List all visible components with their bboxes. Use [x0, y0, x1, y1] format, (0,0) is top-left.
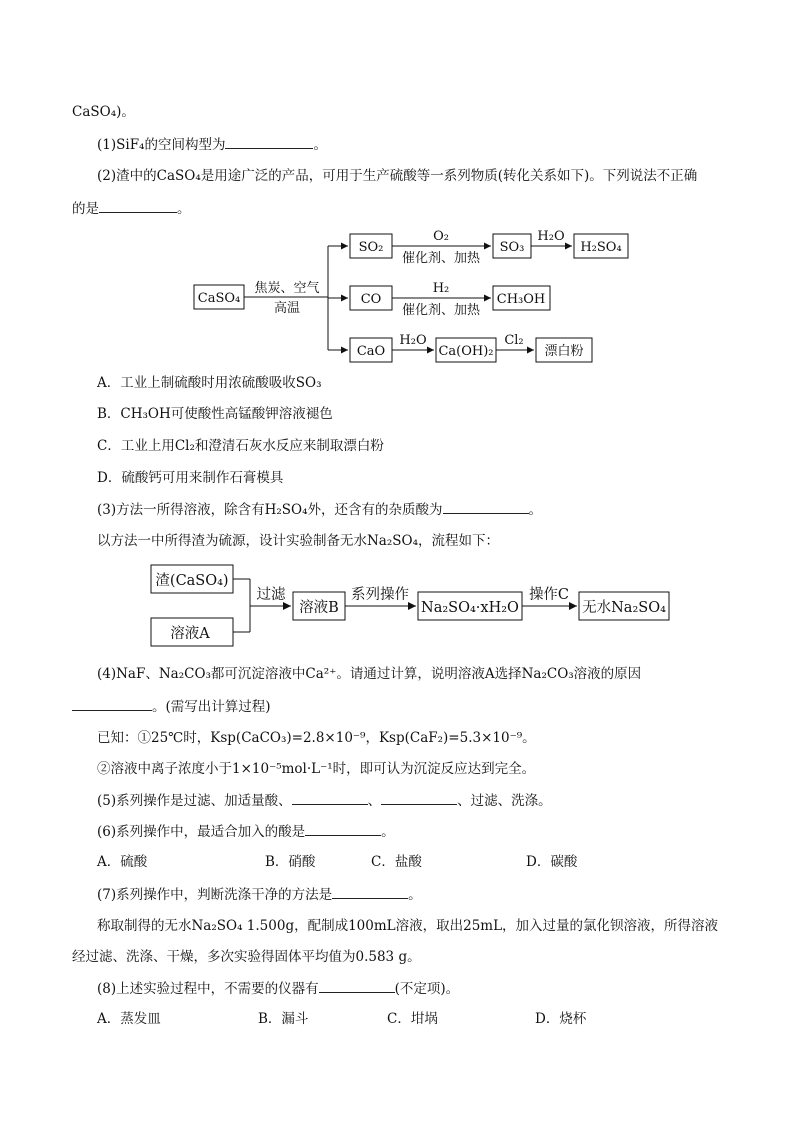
continuation-line: CaSO₄)。: [72, 104, 135, 120]
question-5: [97, 791, 552, 810]
procedure-intro: 以方法一中所得渣为硫源，设计实验制备无水Na₂SO₄，流程如下：: [97, 533, 499, 549]
so3-label: SO₃: [499, 240, 525, 255]
series-ops-label: 系列操作: [351, 587, 409, 603]
solution-a-label: 溶液A: [170, 626, 210, 642]
q6-option-b[interactable]: B．硝酸: [265, 854, 316, 870]
h2-label: H₂: [432, 281, 450, 296]
cl2-label: Cl₂: [504, 333, 524, 348]
q8-option-a[interactable]: A．蒸发皿: [97, 1011, 161, 1027]
q2-option-a[interactable]: A．工业上制硫酸时用浓硫酸吸收SO₃: [97, 375, 322, 391]
q7-text: (7)系列操作中，判断洗涤干净的方法是: [97, 887, 333, 903]
ch3oh-label: CH₃OH: [496, 292, 546, 307]
q2-text: 的是: [72, 201, 99, 217]
q6-option-a[interactable]: A．硫酸: [97, 854, 148, 870]
so2-label: SO₂: [358, 240, 384, 255]
solution-b-label: 溶液B: [299, 600, 339, 616]
procedure-line1: 称取制得的无水Na₂SO₄ 1.500g，配制成100mL溶液，取出25mL，加入过量的氯化钡溶液，所得溶液: [97, 918, 719, 934]
bleach-label: 漂白粉: [544, 344, 584, 359]
question-3: [97, 500, 542, 519]
q7-end: 。: [408, 887, 422, 903]
q6-text: (6)系列操作中，最适合加入的酸是: [97, 824, 306, 840]
q8-option-b[interactable]: B．漏斗: [258, 1011, 309, 1027]
q8-option-c[interactable]: C．坩埚: [387, 1011, 438, 1027]
q3-text: (3)方法一所得溶液，除含有H₂SO₄外，还含有的杂质酸为: [97, 502, 443, 518]
q8-blank[interactable]: [319, 979, 395, 993]
q6-blank[interactable]: [305, 822, 381, 836]
question-8: [97, 979, 459, 998]
cao-label: CaO: [356, 344, 386, 359]
h2o1-label: H₂O: [537, 229, 565, 244]
cat1-label: 催化剂、加热: [401, 251, 481, 266]
co-label: CO: [360, 292, 382, 307]
h2so4-label: H₂SO₄: [580, 240, 622, 255]
q5-blank-1[interactable]: [292, 791, 368, 805]
cond-bottom: 高温: [273, 301, 301, 316]
question-4-line2: [72, 697, 271, 716]
q5-text: (5)系列操作是过滤、加适量酸、: [97, 793, 292, 809]
q8-end: (不定项)。: [394, 981, 460, 997]
known-1: 已知：①25℃时，Ksp(CaCO₃)=2.8×10⁻⁹，Ksp(CaF₂)=5.3×10⁻⁹。: [97, 730, 536, 746]
q8-option-d[interactable]: D．烧杯: [535, 1011, 587, 1027]
q3-blank[interactable]: [443, 500, 529, 514]
q5-blank-2[interactable]: [381, 791, 457, 805]
q8-text: (8)上述实验过程中，不需要的仪器有: [97, 981, 319, 997]
question-2-line1: (2)渣中的CaSO₄是用途广泛的产品，可用于生产硫酸等一系列物质(转化关系如下)。下列说法不正确: [97, 168, 698, 184]
q6-option-c[interactable]: C．盐酸: [371, 854, 422, 870]
question-4-line1: (4)NaF、Na₂CO₃都可沉淀溶液中Ca²⁺。请通过计算，说明溶液A选择Na₂CO₃溶液的原因: [97, 666, 642, 682]
q2-option-d[interactable]: D．硫酸钙可用来制作石膏模具: [97, 470, 284, 486]
question-6: [97, 822, 395, 841]
q4-blank[interactable]: [72, 697, 152, 711]
caoh2-label: Ca(OH)₂: [438, 344, 494, 359]
filter-label: 过滤: [256, 587, 286, 603]
hydrate-label: Na₂SO₄·xH₂O: [421, 600, 519, 616]
question-7: [97, 885, 422, 904]
procedure-line2: 经过滤、洗涤、干燥，多次实验得固体平均值为0.583 g。: [72, 949, 421, 965]
q5-sep: 、: [367, 793, 382, 809]
operation-c-label: 操作C: [528, 587, 570, 603]
q7-blank[interactable]: [332, 885, 408, 899]
q6-option-d[interactable]: D．碳酸: [526, 854, 578, 870]
q1-end: 。: [313, 137, 327, 153]
known-2: ②溶液中离子浓度小于1×10⁻⁵mol·L⁻¹时，即可认为沉淀反应达到完全。: [97, 761, 536, 777]
cat2-label: 催化剂、加热: [401, 303, 481, 318]
q2-option-b[interactable]: B．CH₃OH可使酸性高锰酸钾溶液褪色: [97, 406, 333, 422]
anhydrous-label: 无水Na₂SO₄: [582, 600, 666, 616]
conversion-diagram: [0, 0, 794, 370]
q4-end: 。(需写出计算过程): [152, 699, 271, 715]
q5-end: 、过滤、洗涤。: [457, 793, 552, 809]
q3-end: 。: [528, 502, 543, 518]
q2-option-c[interactable]: C．工业上用Cl₂和澄清石灰水反应来制取漂白粉: [97, 438, 384, 454]
cond-top: 焦炭、空气: [254, 281, 320, 296]
q1-text: (1)SiF₄的空间构型为: [97, 137, 226, 153]
slag-label: 渣(CaSO₄): [155, 573, 229, 589]
preparation-flowchart: [0, 555, 794, 655]
o2-label: O₂: [433, 229, 449, 244]
q2-end: 。: [177, 201, 191, 217]
caso4-label: CaSO₄: [197, 291, 241, 306]
h2o2-label: H₂O: [399, 333, 427, 348]
q6-end: 。: [381, 824, 395, 840]
